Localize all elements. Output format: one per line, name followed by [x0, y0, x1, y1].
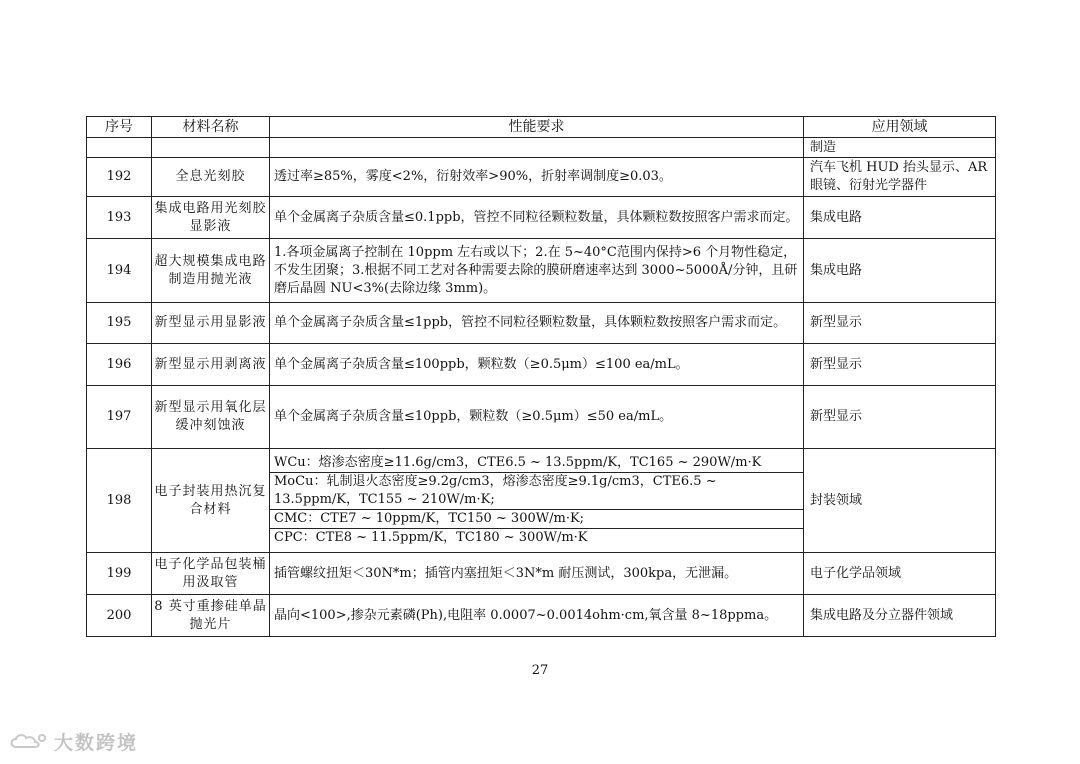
table-row [87, 449, 996, 553]
cell-application: 新型显示 [804, 386, 996, 449]
cell-number: 200 [87, 595, 152, 637]
table-row [87, 553, 996, 595]
header-application: 应用领域 [804, 117, 996, 138]
cell-performance: 单个金属离子杂质含量≤100ppb，颗粒数（≥0.5μm）≤100 ea/mL。 [270, 344, 804, 386]
table-header-row [87, 117, 996, 138]
cell-number: 198 [87, 449, 152, 553]
cell-number: 196 [87, 344, 152, 386]
cell-application: 新型显示 [804, 344, 996, 386]
cell-application: 电子化学品领域 [804, 553, 996, 595]
cell-number: 193 [87, 197, 152, 239]
header-number: 序号 [87, 117, 152, 138]
table-row [87, 138, 996, 158]
cell-performance: 单个金属离子杂质含量≤0.1ppb，管控不同粒径颗粒数量，具体颗粒数按照客户需求而定。 [270, 197, 804, 239]
cell-application: 集成电路 [804, 239, 996, 303]
cell-number: 199 [87, 553, 152, 595]
cell-performance [270, 449, 804, 553]
cell-performance [270, 138, 804, 158]
watermark [8, 728, 138, 755]
cell-number: 197 [87, 386, 152, 449]
cell-material-name: 8 英寸重掺硅单晶抛光片 [152, 595, 270, 637]
cell-number: 195 [87, 303, 152, 344]
cell-material-name: 电子化学品包装桶用汲取管 [152, 553, 270, 595]
cell-performance: 透过率≥85%，雾度<2%，衍射效率>90%，折射率调制度≥0.03。 [270, 158, 804, 197]
requirements-table [86, 116, 996, 637]
table-row [87, 239, 996, 303]
cell-application: 汽车飞机 HUD 抬头显示、AR 眼镜、衍射光学器件 [804, 158, 996, 197]
table-row [87, 158, 996, 197]
cell-performance: 晶向<100>,掺杂元素磷(Ph),电阻率 0.0007~0.0014ohm·cm,氧含量 8~18ppma。 [270, 595, 804, 637]
table-row [87, 344, 996, 386]
header-material-name: 材料名称 [152, 117, 270, 138]
cell-material-name: 全息光刻胶 [152, 158, 270, 197]
table-row [87, 303, 996, 344]
header-performance: 性能要求 [270, 117, 804, 138]
sub-requirement-mocu: MoCu：轧制退火态密度≥9.2g/cm3，熔渗态密度≥9.1g/cm3，CTE6.5 ~ 13.5ppm/K，TC155 ~ 210W/m·K; [270, 472, 803, 509]
cell-material-name: 集成电路用光刻胶显影液 [152, 197, 270, 239]
cell-material-name: 超大规模集成电路制造用抛光液 [152, 239, 270, 303]
cell-number: 192 [87, 158, 152, 197]
cell-material-name [152, 138, 270, 158]
cell-material-name: 新型显示用显影液 [152, 303, 270, 344]
cloud-logo-icon [8, 732, 48, 752]
cell-performance: 1.各项金属离子控制在 10ppm 左右或以下；2.在 5~40°C范围内保持>6 个月物性稳定，不发生团聚；3.根据不同工艺对各种需要去除的膜研磨速率达到 3000~5000Å/分钟，且研磨后晶圆 NU<3%(去除边缘 3mm)。 [270, 239, 804, 303]
table-row [87, 595, 996, 637]
sub-requirement-wcu: WCu：熔渗态密度≥11.6g/cm3，CTE6.5 ~ 13.5ppm/K，TC165 ~ 290W/m·K [274, 455, 762, 470]
cell-performance: 单个金属离子杂质含量≤10ppb，颗粒数（≥0.5μm）≤50 ea/mL。 [270, 386, 804, 449]
sub-requirement-cpc: CPC：CTE8 ~ 11.5ppm/K，TC180 ~ 300W/m·K [270, 528, 803, 547]
table-row [87, 197, 996, 239]
sub-requirement-cmc: CMC：CTE7 ~ 10ppm/K，TC150 ~ 300W/m·K; [270, 509, 803, 528]
cell-application: 封装领域 [804, 449, 996, 553]
cell-performance: 单个金属离子杂质含量≤1ppb，管控不同粒径颗粒数量，具体颗粒数按照客户需求而定。 [270, 303, 804, 344]
watermark-text: 大数跨境 [54, 732, 139, 754]
cell-material-name: 电子封装用热沉复合材料 [152, 449, 270, 553]
cell-number: 194 [87, 239, 152, 303]
cell-material-name: 新型显示用氧化层缓冲刻蚀液 [152, 386, 270, 449]
cell-performance: 插管螺纹扭矩＜30N*m；插管内塞扭矩＜3N*m 耐压测试，300kpa，无泄漏。 [270, 553, 804, 595]
cell-application: 集成电路及分立器件领域 [804, 595, 996, 637]
cell-material-name: 新型显示用剥离液 [152, 344, 270, 386]
cell-application: 制造 [804, 138, 996, 158]
cell-application: 集成电路 [804, 197, 996, 239]
cell-number [87, 138, 152, 158]
cell-application: 新型显示 [804, 303, 996, 344]
table-row [87, 386, 996, 449]
page-number: 27 [531, 663, 549, 678]
